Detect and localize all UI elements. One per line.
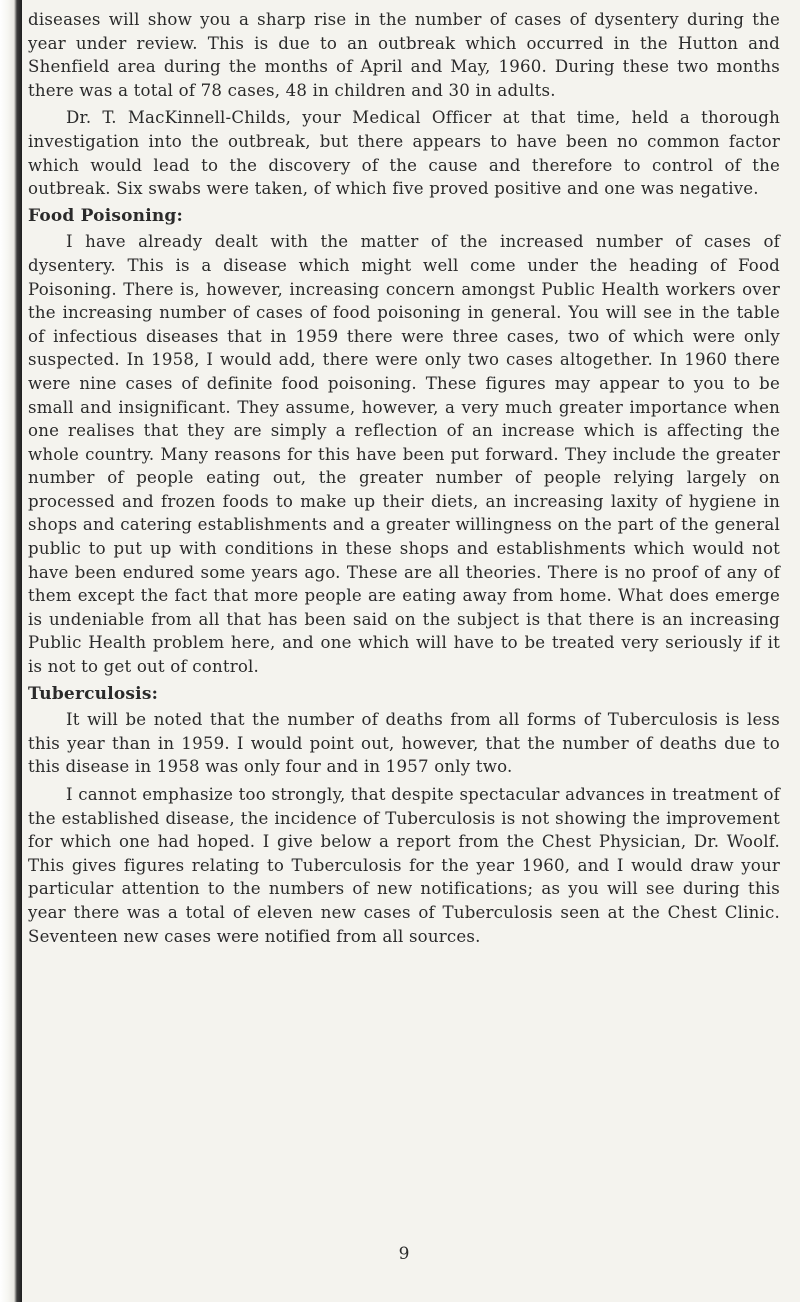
paragraph-investigation: Dr. T. MacKinnell-Childs, your Medical Officer at that time, held a thorough investigation into the outbreak, but there appears to have been no common factor which would lead to the discovery of the cause and therefore to control of the outbreak. Six swabs were taken, of which five proved positive and one was negative. [28, 108, 780, 199]
paragraph-dysentery-outbreak: diseases will show you a sharp rise in the number of cases of dysentery during the year under review. This is due to an outbreak which occurred in the Hutton and Shenfield area during the months of April and May, 1960. During these two months there was a total of 78 cases, 48 in children and 30 in adults. [28, 10, 780, 100]
paragraph-tb-deaths: It will be noted that the number of deaths from all forms of Tuberculosis is less this year than in 1959. I would point out, however, that the number of deaths due to this disease in 1958 was only four and in 1957 only two. [28, 710, 780, 777]
book-spine-shadow [0, 0, 22, 1302]
page-number: 9 [398, 1244, 410, 1264]
heading-tuberculosis: Tuberculosis: [28, 683, 159, 704]
paragraph-food-poisoning: I have already dealt with the matter of the increased number of cases of dysentery. This is a disease which might well come under the heading of Food Poisoning. There is, however, increasing concern amongst Public Health workers over the increasing number of cases of food poisoning in general. You will see in the table of infectious diseases that in 1959 there were three cases, two of which were only suspected. In 1958, I would add, there were only two cases altogether. In 1960 there were nine cases of definite food poisoning. These figures may appear to you to be small and insignificant. They assume, however, a very much greater importance when one realises that they are simply a reflection of an increase which is affecting the whole country. Many reasons for this have been put forward. They include the greater number of people eating out, the greater number of people relying largely on processed and frozen foods to make up their diets, an increasing laxity of hygiene in shops and catering establishments and a greater willingness on the part of the general public to put up with conditions in these shops and establishments which would not have been endured some years ago. These are all theories. There is no proof of any of them except the fact that more people are eating away from home. What does emerge is undeniable from all that has been said on the subject is that there is an increasing Public Health problem here, and one which will have to be treated very seriously if it is not to get out of control. [28, 232, 780, 677]
paragraph-tb-incidence: I cannot emphasize too strongly, that despite spectacular advances in treatment of the established disease, the incidence of Tuberculosis is not showing the improvement for which one had hoped. I give below a report from the Chest Physician, Dr. Woolf. This gives figures relating to Tuberculosis for the year 1960, and I would draw your particular attention to the numbers of new notifications; as you will see during this year there was a total of eleven new cases of Tuberculosis seen at the Chest Clinic. Seventeen new cases were notified from all sources. [28, 785, 780, 946]
document-page [28, 8, 780, 952]
heading-food-poisoning: Food Poisoning: [28, 205, 183, 226]
